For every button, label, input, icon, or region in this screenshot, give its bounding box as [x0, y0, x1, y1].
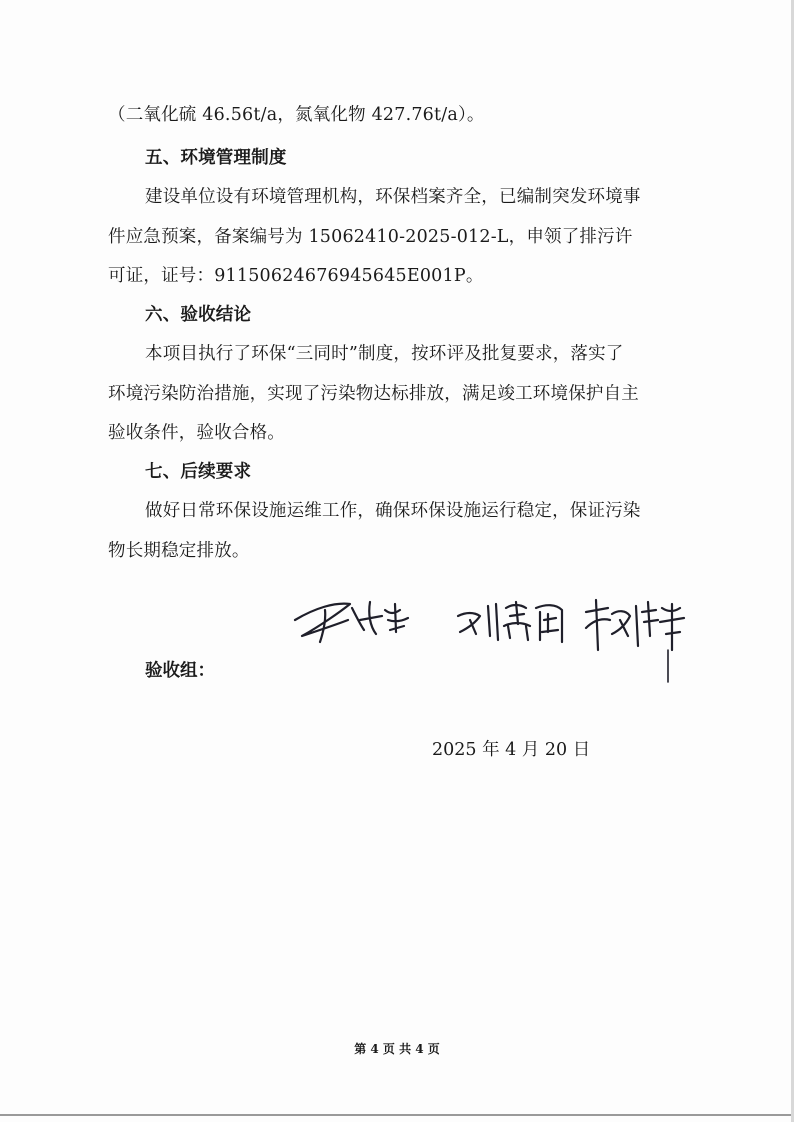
page-footer: 第 4 页 共 4 页 — [354, 1042, 440, 1056]
acceptance-group-label: 验收组： — [145, 661, 215, 681]
text-line: 环境污染防治措施，实现了污染物达标排放，满足竣工环境保护自主 — [108, 384, 639, 404]
text-line: 可证，证号：91150624676945645E001P。 — [108, 266, 484, 286]
handwritten-signatures — [290, 590, 690, 685]
text-line: 本项目执行了环保“三同时”制度，按环评及批复要求，落实了 — [145, 344, 624, 364]
text-line: 建设单位设有环境管理机构，环保档案齐全，已编制突发环境事 — [145, 187, 641, 207]
text-line: 做好日常环保设施运维工作，确保环保设施运行稳定，保证污染 — [145, 501, 641, 521]
section-heading-5: 五、环境管理制度 — [145, 148, 287, 168]
section-heading-6: 六、验收结论 — [145, 305, 252, 325]
text-line: 件应急预案，备案编号为 15062410-2025-012-L，申领了排污许 — [108, 227, 633, 247]
section-heading-7: 七、后续要求 — [145, 462, 252, 482]
signature-1 — [295, 602, 408, 642]
signature-3 — [586, 600, 684, 650]
scan-bottom-edge — [0, 1114, 794, 1116]
text-line: 物长期稳定排放。 — [108, 541, 250, 561]
document-date: 2025 年 4 月 20 日 — [432, 740, 591, 760]
text-line: 验收条件，验收合格。 — [108, 423, 285, 443]
text-line: （二氧化硫 46.56t/a，氮氧化物 427.76t/a）。 — [108, 105, 485, 125]
signature-2 — [458, 602, 562, 642]
